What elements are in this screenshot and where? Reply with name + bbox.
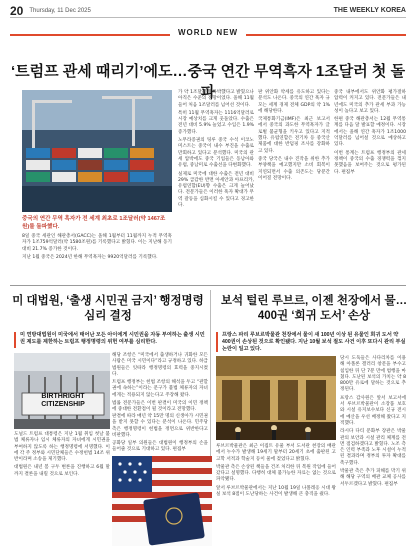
paragraph: 프랑스 감사원은 앞서 보고서에서 루브르박물관이 소장품 보호와 시설 유지보수보다 신규 전시에 예산을 우선 배정해 왔다고 지적했다.: [340, 395, 406, 426]
paragraph: 지난 1월 중국은 2024년 한해 무역흑자는 9920억달러를 기록했다.: [22, 254, 158, 260]
paragraph: 판결에 따라 매년 약 15만 명의 신생아가 시민권을 받지 못할 수 있다는 분석이 나온다. 민주당 측은 행정명령이 헌법을 정면으로 위반한다고 비판했다.: [112, 414, 208, 438]
paragraph: 8일 중국 세관인 해관총서(GACC)는 올해 1월부터 11월까지 누적 무역흑자가 1조759억달러(약 1580조원)를 기록했다고 밝혔다. 이는 지난해 동기 대비 21.7% 증가한 것이다.: [22, 234, 172, 252]
paragraph: 실제로 미국에 대한 수출은 전년 대비 29% 급감한 반면 아세안과 아프리카, 유럽연합(EU)향 수출은 크게 늘어났다. 전문가들은 이러한 흑자 확대가 무역 갈등을 심화시킬 수 있다고 경고한다.: [178, 171, 254, 209]
paragraph: 가 약 1조달러에 육박했다고 밝혔으나 아직은 수준의 전망이었다. 올해 11월 들어 처음 1조달러를 넘어선 것이다.: [178, 90, 254, 108]
container-port-photo: [22, 90, 172, 212]
article1-column-2: [178, 90, 254, 211]
paragraph: 루브르박물관은 최근 이집트 유물 부서 도서관 천장의 배관에서 누수가 발생해 19세기 말부터 20세기 초에 출판된 고고학 서적과 학술지 등이 물에 젖었다고 밝혔다.: [216, 444, 336, 462]
paragraph: 앞서 루브르박물관에서는 지난 10월 19일 나폴레옹 시대 왕실 보석 8점이 도난당하는 사건이 발생해 큰 충격을 줬다.: [216, 485, 336, 498]
masthead: [10, 4, 406, 18]
paragraph: 이번 통계는 트럼프 행정부의 관세 정책이 중국의 수출 경쟁력을 꺾지 못했음을 보여주는 것으로 평가된다. 편집부: [334, 150, 406, 175]
article1-column-3: [258, 90, 330, 184]
paragraph: 도널드 트럼프 대통령은 지난 1월 취임 첫날 불법 체류자나 임시 체류자의 자녀에게 시민권을 부여하지 않도록 하는 행정명령에 서명했다. 이에 각 주 정부와 시민단체들은 수정헌법 14조 위반이라며 소송을 제기했다.: [14, 432, 110, 463]
page-number: 20: [10, 3, 24, 18]
paper-name: THE WEEKLY KOREA: [333, 7, 406, 14]
passport-flag-image: [112, 456, 212, 546]
paragraph: 판 위안화 약세를 유도하고 있다는 분석도 나온다. 중국의 연간 흑자 규모는 세계 경제 전체 GDP의 약 1%에 해당한다.: [258, 90, 330, 114]
article1-photo-caption: 중국의 연간 무역 흑자가 전 세계 최초로 1조달러(약 1467조원)를 돌파했다.: [22, 216, 166, 230]
louvre-gallery-image: [216, 356, 336, 440]
birthright-protest-photo: [14, 353, 110, 429]
article3-column-1: [216, 444, 336, 500]
article2-headline: 미 대법원, ‘출생 시민권 금지’ 행정명령 심리 결정: [12, 295, 204, 322]
container-port-image: [22, 90, 172, 212]
article3-headline: 보석 털린 루브르, 이젠 천장에서 물…400권 ‘희귀 도서’ 손상: [220, 295, 408, 322]
section-divider: [10, 285, 406, 286]
article3-lede: 프랑스 파리 루브르박물관 천장에서 물이 새 100년 이상 된 유물인 희귀 도서 약 400권이 손상된 것으로 확인됐다. 지난 10월 보석 절도 사건 이후 또다시 관리 부실 논란이 일고 있다.: [222, 332, 406, 352]
passport-flag-photo: [112, 456, 212, 546]
lede-accent: [216, 332, 218, 352]
section-bar: [10, 28, 406, 40]
paragraph: 법률 전문가들은 이번 판결이 미국의 이민 정책에 중대한 전환점이 될 것이라고 전망했다.: [112, 401, 208, 413]
paragraph: 당시 도둑들은 사다리차를 이용해 아폴론 갤러리 창문을 부수고 침입한 뒤 단 7분 만에 범행을 마쳤다. 도난된 보석의 가치는 약 8800만 유로에 달하는 것으로 추정된다.: [340, 356, 406, 393]
paragraph: 한편 중국 해관총서는 12월 무역통계를 다음 달 발표할 예정이다. 시장에서는 올해 연간 흑자가 1조1000억달러를 넘어설 것으로 예상하고 있다.: [334, 117, 406, 148]
paragraph: 라시다 다티 문화부 장관은 박물관의 보안과 시설 관리 체계를 전면 점검하겠다고 밝혔다. 노조 측은 인력 부족과 노후 시설이 누적된 결과라며 정부의 투자 확대를 촉구했다.: [340, 429, 406, 466]
issue-date: Thursday, 11 Dec 2025: [29, 7, 91, 14]
paragraph: 대법원은 내년 봄 구두 변론을 진행하고 6월 말까지 결론을 내릴 것으로 보인다.: [14, 465, 110, 477]
lede-accent: [14, 332, 16, 348]
protest-sign-text: BIRTHRIGHT CITIZENSHIP: [41, 393, 85, 408]
article1-column-1: [22, 234, 172, 263]
paragraph: 공화당 일부 의원들은 대법원이 행정부의 손을 들어줄 것으로 기대하고 있다. 편집부: [112, 441, 208, 453]
article2-column-3: [112, 414, 208, 456]
paragraph: 트럼프 행정부는 헌법 조항의 해석을 두고 “관할권에 속하는”이라는 문구가 불법 체류자의 자녀에게는 적용되지 않는다고 주장해 왔다.: [112, 380, 208, 398]
section-label: WORLD NEW: [170, 28, 246, 40]
paragraph: 특히 11월 무역흑자는 1116억달러로 시장 예상치를 크게 웃돌았다. 수출은 전년 대비 5.9% 늘었고 수입은 1.9% 증가했다.: [178, 110, 254, 135]
article3-column-2: [340, 356, 406, 490]
paragraph: 국제통화기금(IMF)은 최근 보고서에서 중국의 과도한 무역흑자가 글로벌 불균형을 키우고 있다고 지적했다. 유럽연합은 전기차 등 중국산 제품에 대한 반덤핑 조사를 강화하고 있다.: [258, 117, 330, 154]
article2-column-2: [112, 353, 208, 416]
article2-column-1: [14, 432, 110, 480]
article2-lede: 미 연방대법원이 미국에서 태어난 모든 아이에게 시민권을 자동 부여하는 출생 시민권 제도를 제한하는 트럼프 행정명령의 위헌 여부를 심리한다.: [20, 332, 205, 345]
paragraph: 박물관 측은 추가 피해를 막기 위해 해당 구역의 배관 교체 공사를 서두르겠다고 밝혔다. 편집부: [340, 469, 406, 487]
paragraph: 노무라증권의 팅루 중국 수석 이코노미스트는 중국이 내수 부진을 수출로 만회하고 있다고 분석했다. 미국의 관세 압박에도 중국 기업들은 동남아와 유럽, 중남미로 수출선을 다변화했다.: [178, 138, 254, 169]
paragraph: 해당 조항은 “미국에서 출생하거나 귀화한 모든 사람은 미국 시민이다”라고 규정하고 있다. 하급 법원들은 잇따라 행정명령의 효력을 중지시켰다.: [112, 353, 208, 377]
article1-column-4: [334, 90, 406, 178]
protest-sign-image: [14, 353, 110, 429]
paragraph: 박물관 측은 손상된 책들을 건조 처리한 뒤 복원 작업에 들어갔다고 설명했다. 다행히 대체 불가능한 자료는 없는 것으로 파악됐다.: [216, 464, 336, 483]
paragraph: 중국 내부에서도 위안화 평가절하 압력이 커지고 있다. 전문가들은 내년에도 미국의 추가 관세 부과 가능성이 높다고 보고 있다.: [334, 90, 406, 114]
paragraph: 중국 당국은 내수 진작을 위한 추가 부양책을 예고했지만 소비 회복이 지연되면서 수출 의존도는 당분간 이어질 전망이다.: [258, 156, 330, 181]
article1-headline: ‘트럼프 관세 때리기’에도…중국 연간 무역흑자 1조달러 첫 돌파: [10, 63, 406, 101]
louvre-interior-photo: [216, 356, 336, 440]
